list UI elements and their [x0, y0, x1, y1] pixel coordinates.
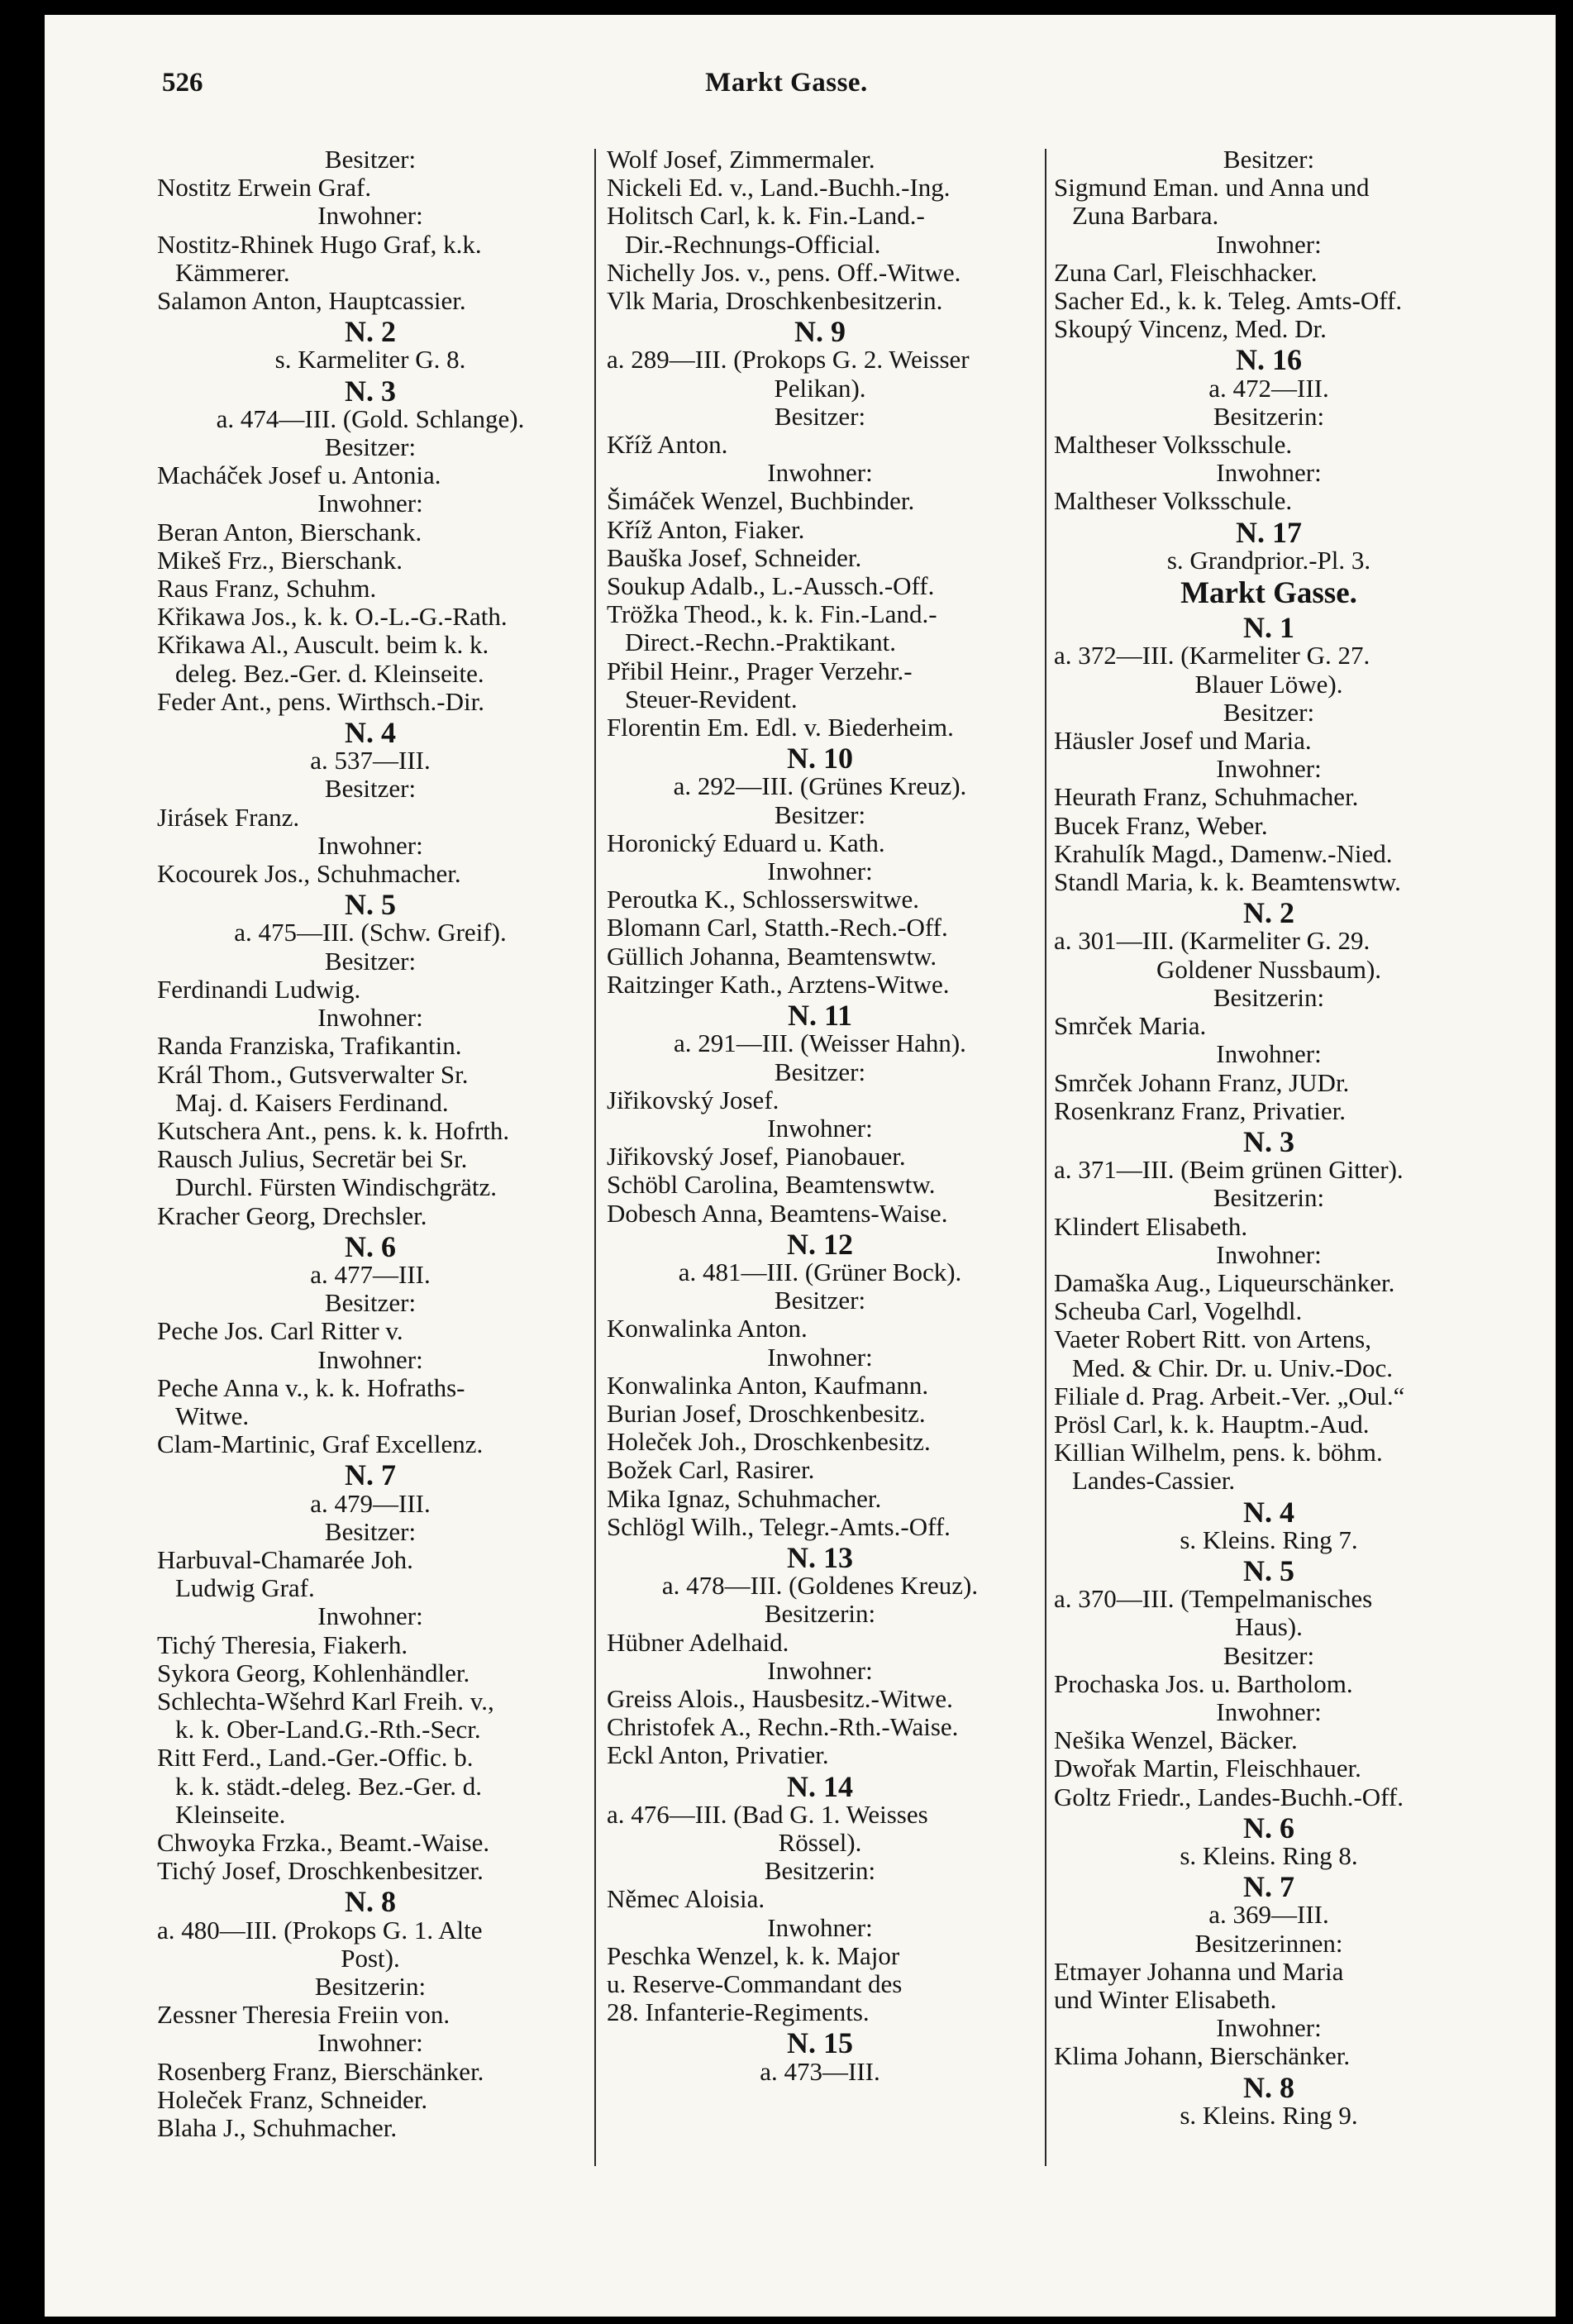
column-1: [157, 146, 584, 2142]
entry-line: a. 479—III.: [310, 1488, 431, 1518]
entry-line: Peschka Wenzel, k. k. Major: [607, 1940, 900, 1970]
entry-line: Goldener Nussbaum).: [1156, 954, 1382, 984]
entry-line: Krahulík Magd., Damenw.-Nied.: [1054, 838, 1393, 868]
house-number: N. 7: [1243, 1870, 1294, 1904]
entry-line: Kleinseite.: [175, 1799, 286, 1829]
entry-line: Zuna Carl, Fleischhacker.: [1054, 257, 1318, 287]
entry-line: Inwohner:: [1216, 1039, 1322, 1069]
entry-line: Witwe.: [175, 1401, 250, 1430]
entry-line: und Winter Elisabeth.: [1054, 1985, 1277, 2014]
entry-line: Macháček Josef u. Antonia.: [157, 461, 441, 490]
entry-line: Zessner Theresia Freiin von.: [157, 2000, 450, 2030]
entry-line: s. Kleins. Ring 9.: [1180, 2100, 1358, 2130]
entry-line: Inwohner:: [767, 458, 873, 488]
entry-line: Dobesch Anna, Beamtens-Waise.: [607, 1198, 948, 1228]
house-number: N. 4: [345, 716, 396, 750]
entry-line: Horonický Eduard u. Kath.: [607, 828, 885, 857]
entry-line: Dwořak Martin, Fleischhauer.: [1054, 1754, 1361, 1783]
entry-line: Tichý Josef, Droschkenbesitzer.: [157, 1856, 484, 1886]
entry-line: Kutschera Ant., pens. k. k. Hofrth.: [157, 1115, 510, 1145]
entry-line: Maltheser Volksschule.: [1054, 430, 1293, 460]
entry-line: a. 476—III. (Bad G. 1. Weisses: [607, 1799, 928, 1829]
entry-line: Inwohner:: [767, 1113, 873, 1143]
entry-line: Sykora Georg, Kohlenhändler.: [157, 1658, 470, 1687]
entry-line: Randa Franziska, Trafikantin.: [157, 1031, 462, 1061]
entry-line: Wolf Josef, Zimmermaler.: [607, 145, 875, 174]
entry-line: Inwohner:: [1216, 2013, 1322, 2043]
entry-line: a. 480—III. (Prokops G. 1. Alte: [157, 1915, 483, 1945]
entry-line: Filiale d. Prag. Arbeit.-Ver. „Oul.“: [1054, 1381, 1405, 1410]
entry-line: Dir.-Rechnungs-Official.: [625, 229, 881, 259]
entry-line: Landes-Cassier.: [1072, 1466, 1236, 1496]
entry-line: a. 475—III. (Schw. Greif).: [234, 918, 507, 947]
entry-line: Smrček Johann Franz, JUDr.: [1054, 1067, 1350, 1097]
entry-line: Tichý Theresia, Fiakerh.: [157, 1630, 408, 1659]
entry-line: u. Reserve-Commandant des: [607, 1969, 903, 1998]
entry-line: Besitzer:: [774, 1286, 866, 1315]
entry-line: Besitzerin:: [314, 1972, 427, 2001]
entry-line: a. 481—III. (Grüner Bock).: [678, 1257, 962, 1286]
entry-line: Blomann Carl, Statth.-Rech.-Off.: [607, 913, 948, 942]
entry-line: Inwohner:: [1216, 1696, 1322, 1726]
entry-line: Besitzer:: [324, 946, 417, 976]
entry-line: a. 472—III.: [1208, 373, 1329, 403]
entry-line: Inwohner:: [317, 1003, 423, 1033]
entry-line: Křikawa Al., Auscult. beim k. k.: [157, 630, 489, 660]
entry-line: Inwohner:: [317, 1601, 423, 1631]
entry-line: Steuer-Revident.: [625, 684, 798, 713]
entry-line: Burian Josef, Droschkenbesitz.: [607, 1398, 926, 1428]
entry-line: Inwohner:: [317, 201, 423, 231]
entry-line: Skoupý Vincenz, Med. Dr.: [1054, 314, 1327, 344]
entry-line: Beran Anton, Bierschank.: [157, 517, 422, 546]
entry-line: Holitsch Carl, k. k. Fin.-Land.-: [607, 201, 925, 231]
entry-line: Kocourek Jos., Schuhmacher.: [157, 859, 461, 889]
entry-line: Direct.-Rechn.-Praktikant.: [625, 628, 896, 657]
entry-line: Besitzer:: [324, 1288, 417, 1318]
entry-line: Durchl. Fürsten Windischgrätz.: [175, 1172, 498, 1202]
entry-line: Kříž Anton.: [607, 430, 728, 460]
entry-line: a. 537—III.: [310, 746, 431, 775]
house-number: N. 12: [787, 1227, 853, 1261]
entry-line: a. 289—III. (Prokops G. 2. Weisser: [607, 345, 970, 375]
entry-line: a. 371—III. (Beim grünen Gitter).: [1054, 1155, 1404, 1185]
entry-line: Vaeter Robert Ritt. von Artens,: [1054, 1324, 1371, 1354]
entry-line: Inwohner:: [767, 1655, 873, 1685]
entry-line: Blaha J., Schuhmacher.: [157, 2113, 398, 2143]
house-number: N. 9: [794, 315, 846, 349]
house-number: N. 3: [1243, 1124, 1294, 1158]
entry-line: Sigmund Eman. und Anna und: [1054, 173, 1370, 203]
entry-line: Post).: [341, 1943, 400, 1973]
entry-line: a. 301—III. (Karmeliter G. 29.: [1054, 926, 1370, 956]
house-number: N. 15: [787, 2026, 853, 2060]
entry-line: Besitzer:: [324, 432, 417, 462]
entry-line: Kämmerer.: [175, 257, 290, 287]
entry-line: Scheuba Carl, Vogelhdl.: [1054, 1296, 1303, 1326]
entry-line: Jiřikovský Josef.: [607, 1085, 779, 1114]
column-rule-right: [1045, 149, 1046, 2166]
entry-line: Maltheser Volksschule.: [1054, 486, 1293, 516]
entry-line: Mikeš Frz., Bierschank.: [157, 545, 403, 575]
entry-line: Goltz Friedr., Landes-Buchh.-Off.: [1054, 1782, 1404, 1811]
entry-line: Konwalinka Anton, Kaufmann.: [607, 1370, 929, 1400]
house-number: N. 5: [1243, 1553, 1294, 1587]
entry-line: Rausch Julius, Secretär bei Sr.: [157, 1144, 468, 1174]
entry-line: a. 473—III.: [760, 2056, 880, 2086]
entry-line: Schlechta-Wšehrd Karl Freih. v.,: [157, 1686, 494, 1716]
entry-line: Raus Franz, Schuhm.: [157, 574, 377, 604]
entry-line: a. 291—III. (Weisser Hahn).: [674, 1028, 966, 1058]
entry-line: Clam-Martinic, Graf Excellenz.: [157, 1429, 484, 1459]
entry-line: Salamon Anton, Hauptcassier.: [157, 286, 466, 316]
house-number: N. 16: [1236, 343, 1302, 377]
entry-line: deleg. Bez.-Ger. d. Kleinseite.: [175, 658, 484, 688]
entry-line: a. 372—III. (Karmeliter G. 27.: [1054, 641, 1370, 670]
entry-line: s. Kleins. Ring 7.: [1180, 1525, 1358, 1554]
entry-line: s. Karmeliter G. 8.: [274, 345, 466, 375]
entry-line: Soukup Adalb., L.-Aussch.-Off.: [607, 571, 935, 601]
entry-line: Standl Maria, k. k. Beamtenswtw.: [1054, 867, 1401, 897]
entry-line: Němec Aloisia.: [607, 1884, 765, 1914]
running-head: Markt Gasse.: [705, 68, 868, 98]
entry-line: Besitzerin:: [764, 1599, 876, 1629]
entry-line: Klindert Elisabeth.: [1054, 1211, 1248, 1241]
entry-line: Inwohner:: [1216, 754, 1322, 784]
entry-line: Besitzerin:: [764, 1856, 876, 1886]
entry-line: Sacher Ed., k. k. Teleg. Amts-Off.: [1054, 286, 1403, 316]
entry-line: Raitzinger Kath., Arztens-Witwe.: [607, 969, 950, 999]
entry-line: Harbuval-Chamarée Joh.: [157, 1544, 413, 1574]
entry-line: s. Kleins. Ring 8.: [1180, 1840, 1358, 1870]
entry-line: a. 292—III. (Grünes Kreuz).: [673, 771, 967, 801]
house-number: N. 5: [345, 888, 396, 922]
page-number: 526: [162, 68, 203, 98]
entry-line: Holeček Joh., Droschkenbesitz.: [607, 1427, 931, 1457]
entry-line: Smrček Maria.: [1054, 1011, 1207, 1041]
column-rule-left: [594, 149, 596, 2166]
entry-line: Besitzer:: [324, 145, 417, 174]
entry-line: Inwohner:: [1216, 229, 1322, 259]
entry-line: k. k. städt.-deleg. Bez.-Ger. d.: [175, 1771, 483, 1801]
house-number: N. 17: [1236, 515, 1302, 549]
entry-line: Inwohner:: [767, 1342, 873, 1372]
entry-line: Inwohner:: [317, 2028, 423, 2058]
entry-line: Božek Carl, Rasirer.: [607, 1455, 815, 1485]
entry-line: Peche Anna v., k. k. Hofraths-: [157, 1372, 465, 1402]
house-number: N. 8: [345, 1885, 396, 1919]
entry-line: Besitzer:: [774, 799, 866, 829]
entry-line: Inwohner:: [767, 1912, 873, 1942]
entry-line: Šimáček Wenzel, Buchbinder.: [607, 486, 915, 516]
entry-line: Holeček Franz, Schneider.: [157, 2084, 428, 2114]
column-2: [607, 146, 1033, 2086]
house-number: N. 4: [1243, 1495, 1294, 1529]
entry-line: Kříž Anton, Fiaker.: [607, 514, 805, 544]
entry-line: Přibil Heinr., Prager Verzehr.-: [607, 656, 913, 685]
entry-line: Nostitz-Rhinek Hugo Graf, k.k.: [157, 229, 482, 259]
entry-line: Nostitz Erwein Graf.: [157, 173, 372, 203]
entry-line: Besitzer:: [1223, 697, 1315, 727]
entry-line: Hübner Adelhaid.: [607, 1627, 789, 1657]
entry-line: Rosenkranz Franz, Privatier.: [1054, 1095, 1346, 1125]
entry-line: Killian Wilhelm, pens. k. böhm.: [1054, 1438, 1383, 1467]
entry-line: Eckl Anton, Privatier.: [607, 1740, 829, 1770]
entry-line: Güllich Johanna, Beamtenswtw.: [607, 941, 937, 971]
entry-line: s. Grandprior.-Pl. 3.: [1166, 545, 1371, 575]
entry-line: Besitzerin:: [1213, 1183, 1325, 1213]
entry-line: Ritt Ferd., Land.-Ger.-Offic. b.: [157, 1743, 474, 1773]
entry-line: Besitzerin:: [1213, 401, 1325, 431]
entry-line: Rosenberg Franz, Bierschänker.: [157, 2056, 484, 2086]
entry-line: Heurath Franz, Schuhmacher.: [1054, 782, 1359, 812]
entry-line: Besitzer:: [1223, 145, 1315, 174]
entry-line: 28. Infanterie-Regiments.: [607, 1997, 870, 2027]
entry-line: Peche Jos. Carl Ritter v.: [157, 1316, 403, 1346]
entry-line: Inwohner:: [317, 489, 423, 518]
entry-line: Schöbl Carolina, Beamtenswtw.: [607, 1170, 936, 1200]
entry-line: Schlögl Wilh., Telegr.-Amts.-Off.: [607, 1511, 951, 1541]
house-number: N. 13: [787, 1540, 853, 1574]
entry-line: Kracher Georg, Drechsler.: [157, 1200, 427, 1230]
entry-line: Häusler Josef und Maria.: [1054, 726, 1312, 756]
entry-line: Chwoyka Frzka., Beamt.-Waise.: [157, 1827, 490, 1857]
entry-line: Prochaska Jos. u. Bartholom.: [1054, 1668, 1353, 1698]
house-number: N. 11: [787, 999, 852, 1033]
entry-line: Peroutka K., Schlosserswitwe.: [607, 885, 919, 914]
house-number: N. 6: [345, 1229, 396, 1263]
entry-line: a. 369—III.: [1208, 1900, 1329, 1930]
house-number: N. 3: [345, 374, 396, 408]
entry-line: a. 370—III. (Tempelmanisches: [1054, 1584, 1373, 1614]
entry-line: Besitzer:: [774, 1057, 866, 1086]
house-number: N. 6: [1243, 1811, 1294, 1844]
entry-line: Inwohner:: [1216, 1239, 1322, 1269]
entry-line: Christofek A., Rechn.-Rth.-Waise.: [607, 1712, 959, 1742]
house-number: N. 8: [1243, 2070, 1294, 2104]
entry-line: Ferdinandi Ludwig.: [157, 974, 361, 1004]
entry-line: Bauška Josef, Schneider.: [607, 542, 862, 572]
entry-line: Florentin Em. Edl. v. Biederheim.: [607, 713, 954, 742]
entry-line: Besitzer:: [774, 401, 866, 431]
entry-line: Nešika Wenzel, Bäcker.: [1054, 1725, 1298, 1755]
entry-line: Greiss Alois., Hausbesitz.-Witwe.: [607, 1683, 953, 1713]
entry-line: Křikawa Jos., k. k. O.-L.-G.-Rath.: [157, 602, 508, 632]
house-number: N. 14: [787, 1769, 853, 1803]
entry-line: Ludwig Graf.: [175, 1573, 315, 1603]
entry-line: Damaška Aug., Liqueurschänker.: [1054, 1267, 1395, 1297]
entry-line: Etmayer Johanna und Maria: [1054, 1956, 1344, 1986]
entry-line: a. 474—III. (Gold. Schlange).: [216, 403, 525, 433]
entry-line: Inwohner:: [317, 1344, 423, 1374]
entry-line: Bucek Franz, Weber.: [1054, 810, 1268, 840]
entry-line: Rössel).: [778, 1827, 862, 1857]
entry-line: Inwohner:: [317, 830, 423, 860]
entry-line: Haus).: [1235, 1612, 1303, 1642]
street-heading: Markt Gasse.: [1180, 576, 1357, 611]
house-number: N. 10: [787, 742, 853, 775]
entry-line: Blauer Löwe).: [1194, 669, 1343, 699]
entry-line: Nichelly Jos. v., pens. Off.-Witwe.: [607, 257, 961, 287]
entry-line: a. 477—III.: [310, 1259, 431, 1289]
entry-line: Jiřikovský Josef, Pianobauer.: [607, 1142, 906, 1172]
entry-line: Inwohner:: [767, 857, 873, 886]
entry-line: Besitzerin:: [1213, 982, 1325, 1012]
entry-line: Král Thom., Gutsverwalter Sr.: [157, 1059, 469, 1089]
house-number: N. 2: [1243, 896, 1294, 930]
entry-line: Klima Johann, Bierschänker.: [1054, 2041, 1351, 2071]
entry-line: Med. & Chir. Dr. u. Univ.-Doc.: [1072, 1353, 1394, 1382]
entry-line: Besitzerinnen:: [1194, 1928, 1343, 1958]
entry-line: Tröžka Theod., k. k. Fin.-Land.-: [607, 599, 937, 629]
entry-line: Zuna Barbara.: [1072, 201, 1219, 231]
column-3: [1054, 146, 1484, 2130]
entry-line: Prösl Carl, k. k. Hauptm.-Aud.: [1054, 1409, 1370, 1439]
entry-line: Feder Ant., pens. Wirthsch.-Dir.: [157, 686, 484, 716]
house-number: N. 1: [1243, 611, 1294, 645]
house-number: N. 7: [345, 1458, 396, 1492]
entry-line: Mika Ignaz, Schuhmacher.: [607, 1483, 882, 1513]
entry-line: Nickeli Ed. v., Land.-Buchh.-Ing.: [607, 173, 951, 203]
entry-line: Besitzer:: [1223, 1640, 1315, 1670]
entry-line: Konwalinka Anton.: [607, 1314, 808, 1343]
house-number: N. 2: [345, 315, 396, 349]
entry-line: k. k. Ober-Land.G.-Rth.-Secr.: [175, 1715, 481, 1744]
entry-line: Besitzer:: [324, 774, 417, 804]
entry-line: Besitzer:: [324, 1516, 417, 1546]
entry-line: Jirásek Franz.: [157, 802, 300, 832]
entry-line: a. 478—III. (Goldenes Kreuz).: [661, 1571, 979, 1601]
entry-line: Vlk Maria, Droschkenbesitzerin.: [607, 286, 943, 316]
entry-line: Maj. d. Kaisers Ferdinand.: [175, 1087, 449, 1117]
entry-line: Inwohner:: [1216, 458, 1322, 488]
entry-line: Pelikan).: [774, 373, 866, 403]
